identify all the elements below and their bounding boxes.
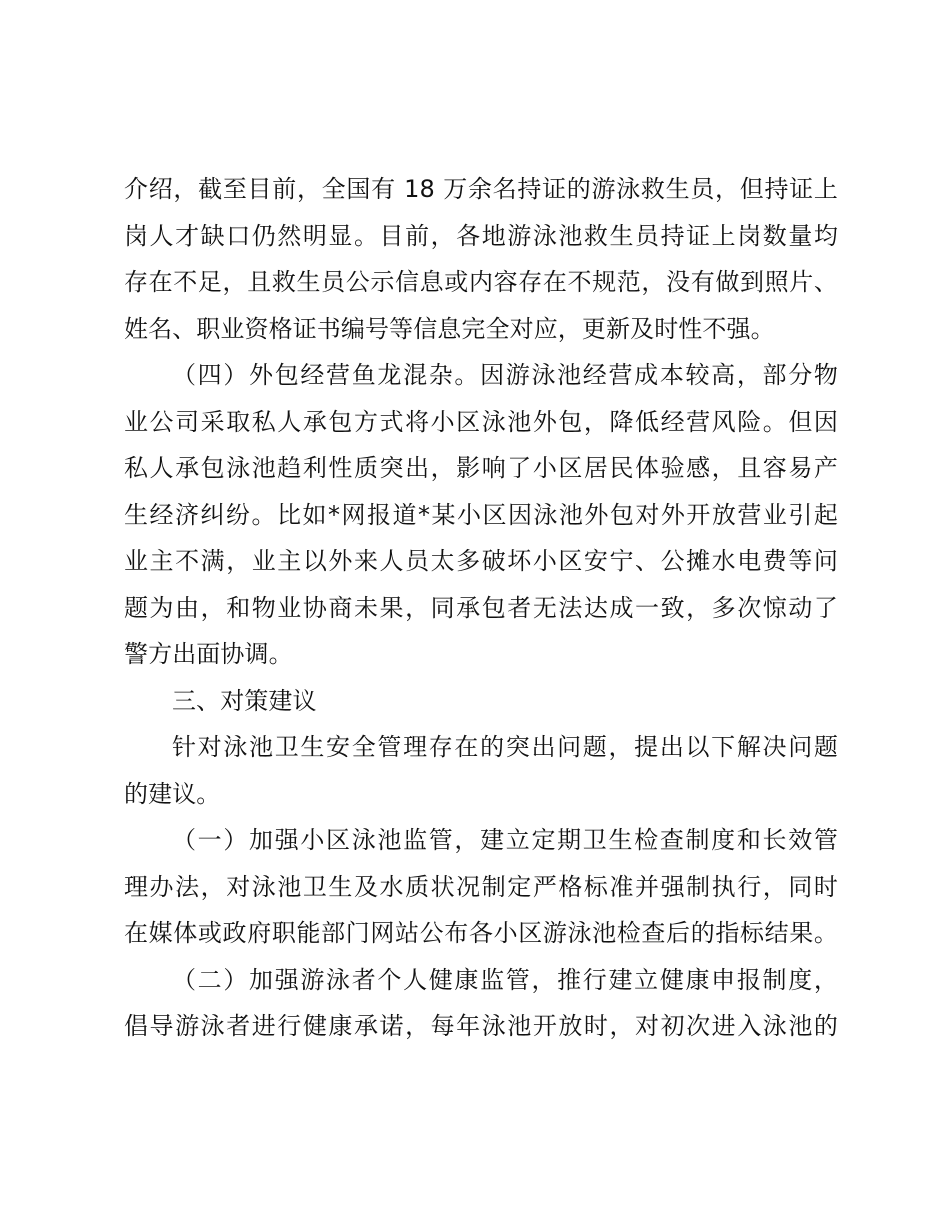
- paragraph-start-line: （一）加强小区泳池监管，建立定期卫生检查制度和长效管: [172, 826, 838, 854]
- text-line: 生经济纠纷。比如*网报道*某小区因泳池外包对外开放营业引起: [124, 500, 838, 529]
- text-line: 业主不满，业主以外来人员太多破坏小区安宁、公摊水电费等问: [124, 547, 838, 575]
- text-line: 在媒体或政府职能部门网站公布各小区游泳池检查后的指标结果。: [124, 919, 838, 947]
- text-line: 姓名、职业资格证书编号等信息完全对应，更新及时性不强。: [124, 314, 775, 343]
- text-line: 理办法，对泳池卫生及水质状况制定严格标准并强制执行，同时: [124, 872, 838, 901]
- body-text: [124, 166, 838, 1050]
- text-line: 私人承包泳池趋利性质突出，影响了小区居民体验感，且容易产: [124, 454, 838, 482]
- text-line: 的建议。: [124, 779, 221, 808]
- section-title: 三、对策建议: [172, 686, 317, 715]
- text-line: 题为由，和物业协商未果，同承包者无法达成一致，多次惊动了: [124, 593, 838, 622]
- text-line: 介绍，截至目前，全国有 18 万余名持证的游泳救生员，但持证上: [124, 175, 838, 203]
- text-line: 业公司采取私人承包方式将小区泳池外包，降低经营风险。但因: [124, 407, 838, 436]
- paragraph-start-line: 针对泳池卫生安全管理存在的突出问题，提出以下解决问题: [172, 733, 838, 761]
- text-line: 倡导游泳者进行健康承诺，每年泳池开放时，对初次进入泳池的: [124, 1012, 838, 1040]
- paragraph-start-line: （二）加强游泳者个人健康监管，推行建立健康申报制度，: [172, 965, 838, 994]
- text-line: 警方出面协调。: [124, 640, 293, 668]
- text-line: 存在不足，且救生员公示信息或内容存在不规范，没有做到照片、: [124, 268, 838, 296]
- section-heading-line: （四）外包经营鱼龙混杂。因游泳池经营成本较高，部分物: [172, 361, 838, 389]
- text-line: 岗人才缺口仍然明显。目前，各地游泳池救生员持证上岗数量均: [124, 221, 838, 250]
